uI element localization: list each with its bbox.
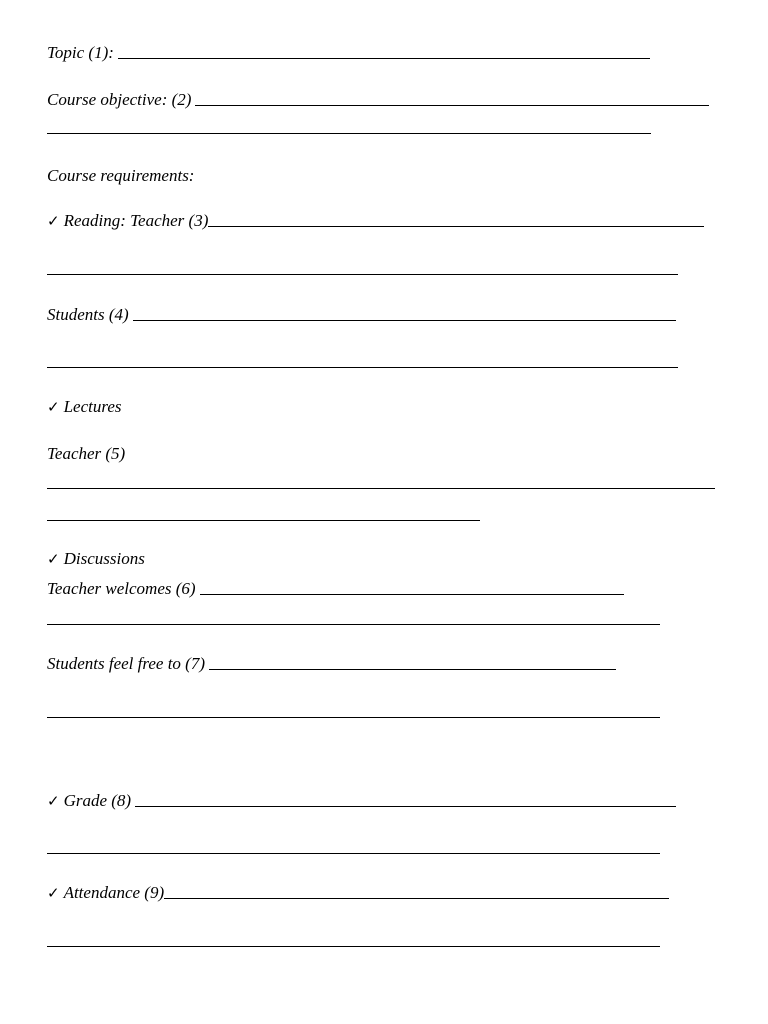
topic-row — [47, 42, 650, 64]
objective-row — [47, 89, 709, 111]
checkmark-icon: ✓ — [47, 550, 60, 568]
checkmark-icon: ✓ — [47, 212, 60, 230]
checkmark-icon: ✓ — [47, 398, 60, 416]
feel-free-label: Students feel free to (7) — [47, 654, 205, 673]
requirements-label: Course requirements: — [47, 166, 195, 185]
reading-blank[interactable] — [208, 226, 704, 227]
welcomes-blank-line-2[interactable] — [47, 624, 660, 625]
students-blank-line-2[interactable] — [47, 367, 678, 368]
attendance-blank[interactable] — [164, 898, 669, 899]
students-blank[interactable] — [133, 320, 676, 321]
feel-free-blank-line-2[interactable] — [47, 717, 660, 718]
teacher5-label: Teacher (5) — [47, 444, 126, 463]
welcomes-label: Teacher welcomes (6) — [47, 579, 196, 598]
objective-blank[interactable] — [195, 105, 709, 106]
checkmark-icon: ✓ — [47, 884, 60, 902]
grade-blank-line-2[interactable] — [47, 853, 660, 854]
topic-blank[interactable] — [118, 58, 650, 59]
reading-blank-line-2[interactable] — [47, 274, 678, 275]
grade-row — [47, 790, 676, 812]
objective-blank-line-2[interactable] — [47, 133, 651, 134]
discussions-label: Discussions — [63, 549, 145, 568]
feel-free-row — [47, 653, 616, 675]
attendance-row — [47, 882, 669, 904]
requirements-heading — [47, 165, 198, 187]
reading-label: Reading: Teacher (3) — [63, 211, 209, 230]
students-label: Students (4) — [47, 305, 129, 324]
attendance-label: Attendance (9) — [63, 883, 165, 902]
lectures-label: Lectures — [63, 397, 122, 416]
grade-blank[interactable] — [135, 806, 676, 807]
students-row — [47, 304, 676, 326]
reading-row — [47, 210, 704, 232]
checkmark-icon: ✓ — [47, 792, 60, 810]
discussions-row — [47, 548, 149, 570]
objective-label: Course objective: (2) — [47, 90, 192, 109]
teacher5-blank-line-2[interactable] — [47, 520, 480, 521]
welcomes-row — [47, 578, 624, 600]
teacher5-row — [47, 443, 129, 465]
attendance-blank-line-2[interactable] — [47, 946, 660, 947]
lectures-row — [47, 396, 126, 418]
grade-label: Grade (8) — [63, 791, 132, 810]
welcomes-blank[interactable] — [200, 594, 624, 595]
topic-label: Topic (1): — [47, 43, 114, 62]
teacher5-blank-line-1[interactable] — [47, 488, 715, 489]
feel-free-blank[interactable] — [209, 669, 616, 670]
